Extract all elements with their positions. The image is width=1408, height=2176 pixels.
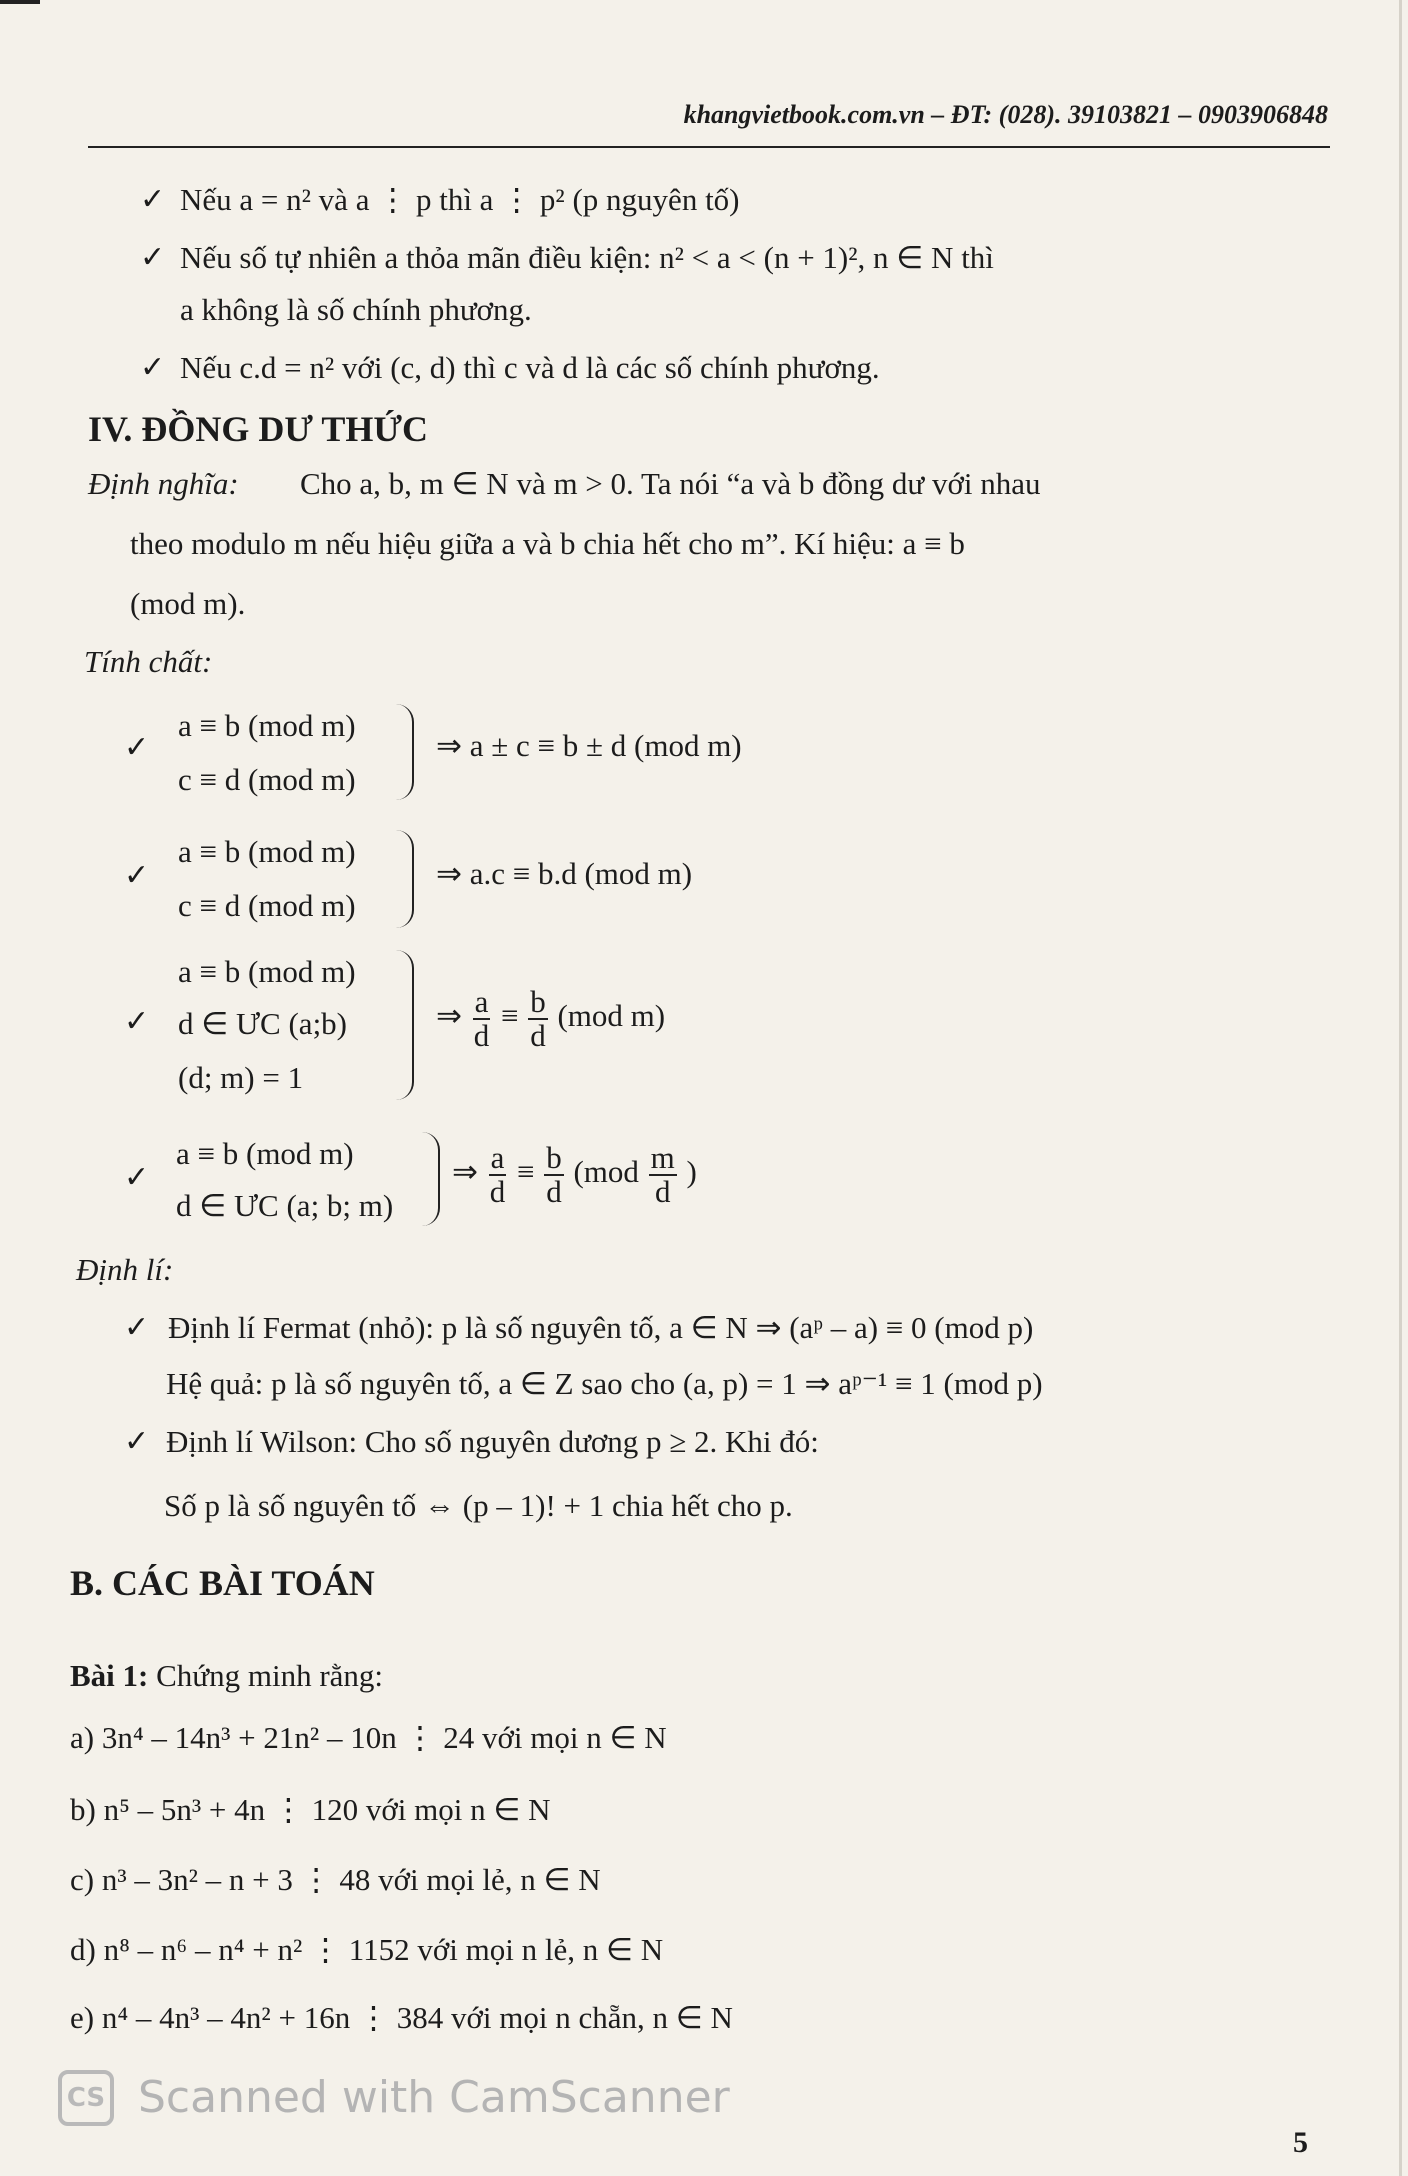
problem-prompt: Chứng minh rằng: [156, 1658, 384, 1693]
fraction [544, 1142, 564, 1208]
curly-brace [420, 1132, 440, 1226]
congruence-symbol: ≡ [516, 1154, 535, 1190]
check-icon: ✓ [124, 1310, 150, 1345]
page-header: khangvietbook.com.vn – ĐT: (028). 39103821 – 0903906848 [683, 100, 1328, 129]
fraction-numerator: a [490, 1140, 505, 1175]
curly-brace [392, 950, 414, 1100]
fraction-denominator: d [654, 1174, 671, 1209]
fraction [528, 986, 548, 1052]
bullet-line: Nếu a = n² và a ⋮ p thì a ⋮ p² (p nguyên tố) [180, 182, 740, 217]
check-icon: ✓ [140, 240, 166, 275]
closing-paren: ) [686, 1154, 697, 1190]
section-title-b: B. CÁC BÀI TOÁN [70, 1563, 375, 1603]
fraction [472, 986, 492, 1052]
definition-text: theo modulo m nếu hiệu giữa a và b chia hết cho m”. Kí hiệu: a ≡ b [130, 526, 965, 561]
definition-label: Định nghĩa: [88, 466, 239, 501]
check-icon: ✓ [140, 350, 166, 385]
fraction-numerator: b [546, 1140, 562, 1175]
problem-item: e) n⁴ – 4n³ – 4n² + 16n ⋮ 384 với mọi n chẵn, n ∈ N [70, 2000, 733, 2035]
theorem-line: Số p là số nguyên tố ⇔ (p – 1)! + 1 chia hết cho p. [164, 1488, 793, 1523]
definition-text: Cho a, b, m ∈ N và m > 0. Ta nói “a và b đồng dư với nhau [300, 466, 1041, 501]
problem-item: a) 3n⁴ – 14n³ + 21n² – 10n ⋮ 24 với mọi n ∈ N [70, 1720, 667, 1755]
property-result: ⇒ a ± c ≡ b ± d (mod m) [436, 728, 742, 763]
fraction-numerator: m [650, 1140, 675, 1175]
curly-brace [392, 830, 414, 928]
problem-item: b) n⁵ – 5n³ + 4n ⋮ 120 với mọi n ∈ N [70, 1792, 551, 1827]
camscanner-watermark: Scanned with CamScanner [138, 2072, 730, 2123]
theorems-label: Định lí: [76, 1252, 174, 1287]
system-line: (d; m) = 1 [178, 1060, 304, 1095]
system-line: a ≡ b (mod m) [176, 1136, 354, 1171]
system-line: a ≡ b (mod m) [178, 834, 356, 869]
page-number: 5 [1293, 2126, 1308, 2159]
system-line: a ≡ b (mod m) [178, 708, 356, 743]
problem-item: c) n³ – 3n² – n + 3 ⋮ 48 với mọi lẻ, n ∈ N [70, 1862, 601, 1897]
system-line: a ≡ b (mod m) [178, 954, 356, 989]
congruence-symbol: ≡ [500, 998, 519, 1034]
modulus-text: (mod [573, 1154, 639, 1190]
fraction [649, 1142, 677, 1208]
implies-symbol: ⇒ [452, 1154, 478, 1190]
check-icon: ✓ [124, 858, 150, 893]
fraction-denominator: d [489, 1174, 506, 1209]
check-icon: ✓ [124, 1004, 150, 1039]
theorem-line: Định lí Fermat (nhỏ): p là số nguyên tố, a ∈ N ⇒ (aᵖ – a) ≡ 0 (mod p) [168, 1310, 1034, 1345]
bullet-line: Nếu số tự nhiên a thỏa mãn điều kiện: n² < a < (n + 1)², n ∈ N thì [180, 240, 994, 275]
system-line: c ≡ d (mod m) [178, 888, 356, 923]
definition-text: (mod m). [130, 586, 246, 621]
bullet-line: Nếu c.d = n² với (c, d) thì c và d là các số chính phương. [180, 350, 880, 385]
page-edge-right [1399, 0, 1402, 2176]
curly-brace [392, 704, 414, 800]
check-icon: ✓ [124, 1160, 150, 1195]
check-icon: ✓ [124, 730, 150, 765]
problem-item: d) n⁸ – n⁶ – n⁴ + n² ⋮ 1152 với mọi n lẻ, n ∈ N [70, 1932, 664, 1967]
problem-heading [70, 1656, 383, 1696]
page-edge [0, 0, 40, 4]
system-line: d ∈ ƯC (a; b; m) [176, 1188, 394, 1223]
implies-symbol: ⇒ [436, 998, 462, 1034]
fraction-denominator: d [546, 1174, 562, 1209]
theorem-line: Hệ quả: p là số nguyên tố, a ∈ Z sao cho (a, p) = 1 ⇒ aᵖ⁻¹ ≡ 1 (mod p) [166, 1366, 1043, 1401]
properties-label: Tính chất: [84, 644, 213, 679]
property-result [436, 986, 665, 1052]
bullet-line-continued: a không là số chính phương. [180, 292, 532, 327]
fraction-denominator: d [530, 1018, 546, 1053]
modulus-text: (mod m) [557, 998, 666, 1034]
fraction [488, 1142, 508, 1208]
check-icon: ✓ [124, 1424, 150, 1459]
property-result: ⇒ a.c ≡ b.d (mod m) [436, 856, 693, 891]
section-title-iv: IV. ĐỒNG DƯ THỨC [88, 409, 429, 449]
problem-title: Bài 1: [70, 1658, 149, 1693]
theorem-line: Định lí Wilson: Cho số nguyên dương p ≥ 2. Khi đó: [166, 1424, 819, 1459]
system-line: c ≡ d (mod m) [178, 762, 356, 797]
system-line: d ∈ ƯC (a;b) [178, 1006, 348, 1041]
fraction-denominator: d [473, 1018, 490, 1053]
fraction-numerator: a [474, 984, 489, 1019]
camscanner-logo-icon: CS [58, 2070, 114, 2126]
fraction-numerator: b [530, 984, 546, 1019]
header-rule [88, 146, 1330, 148]
property-result [452, 1142, 697, 1208]
check-icon: ✓ [140, 182, 166, 217]
